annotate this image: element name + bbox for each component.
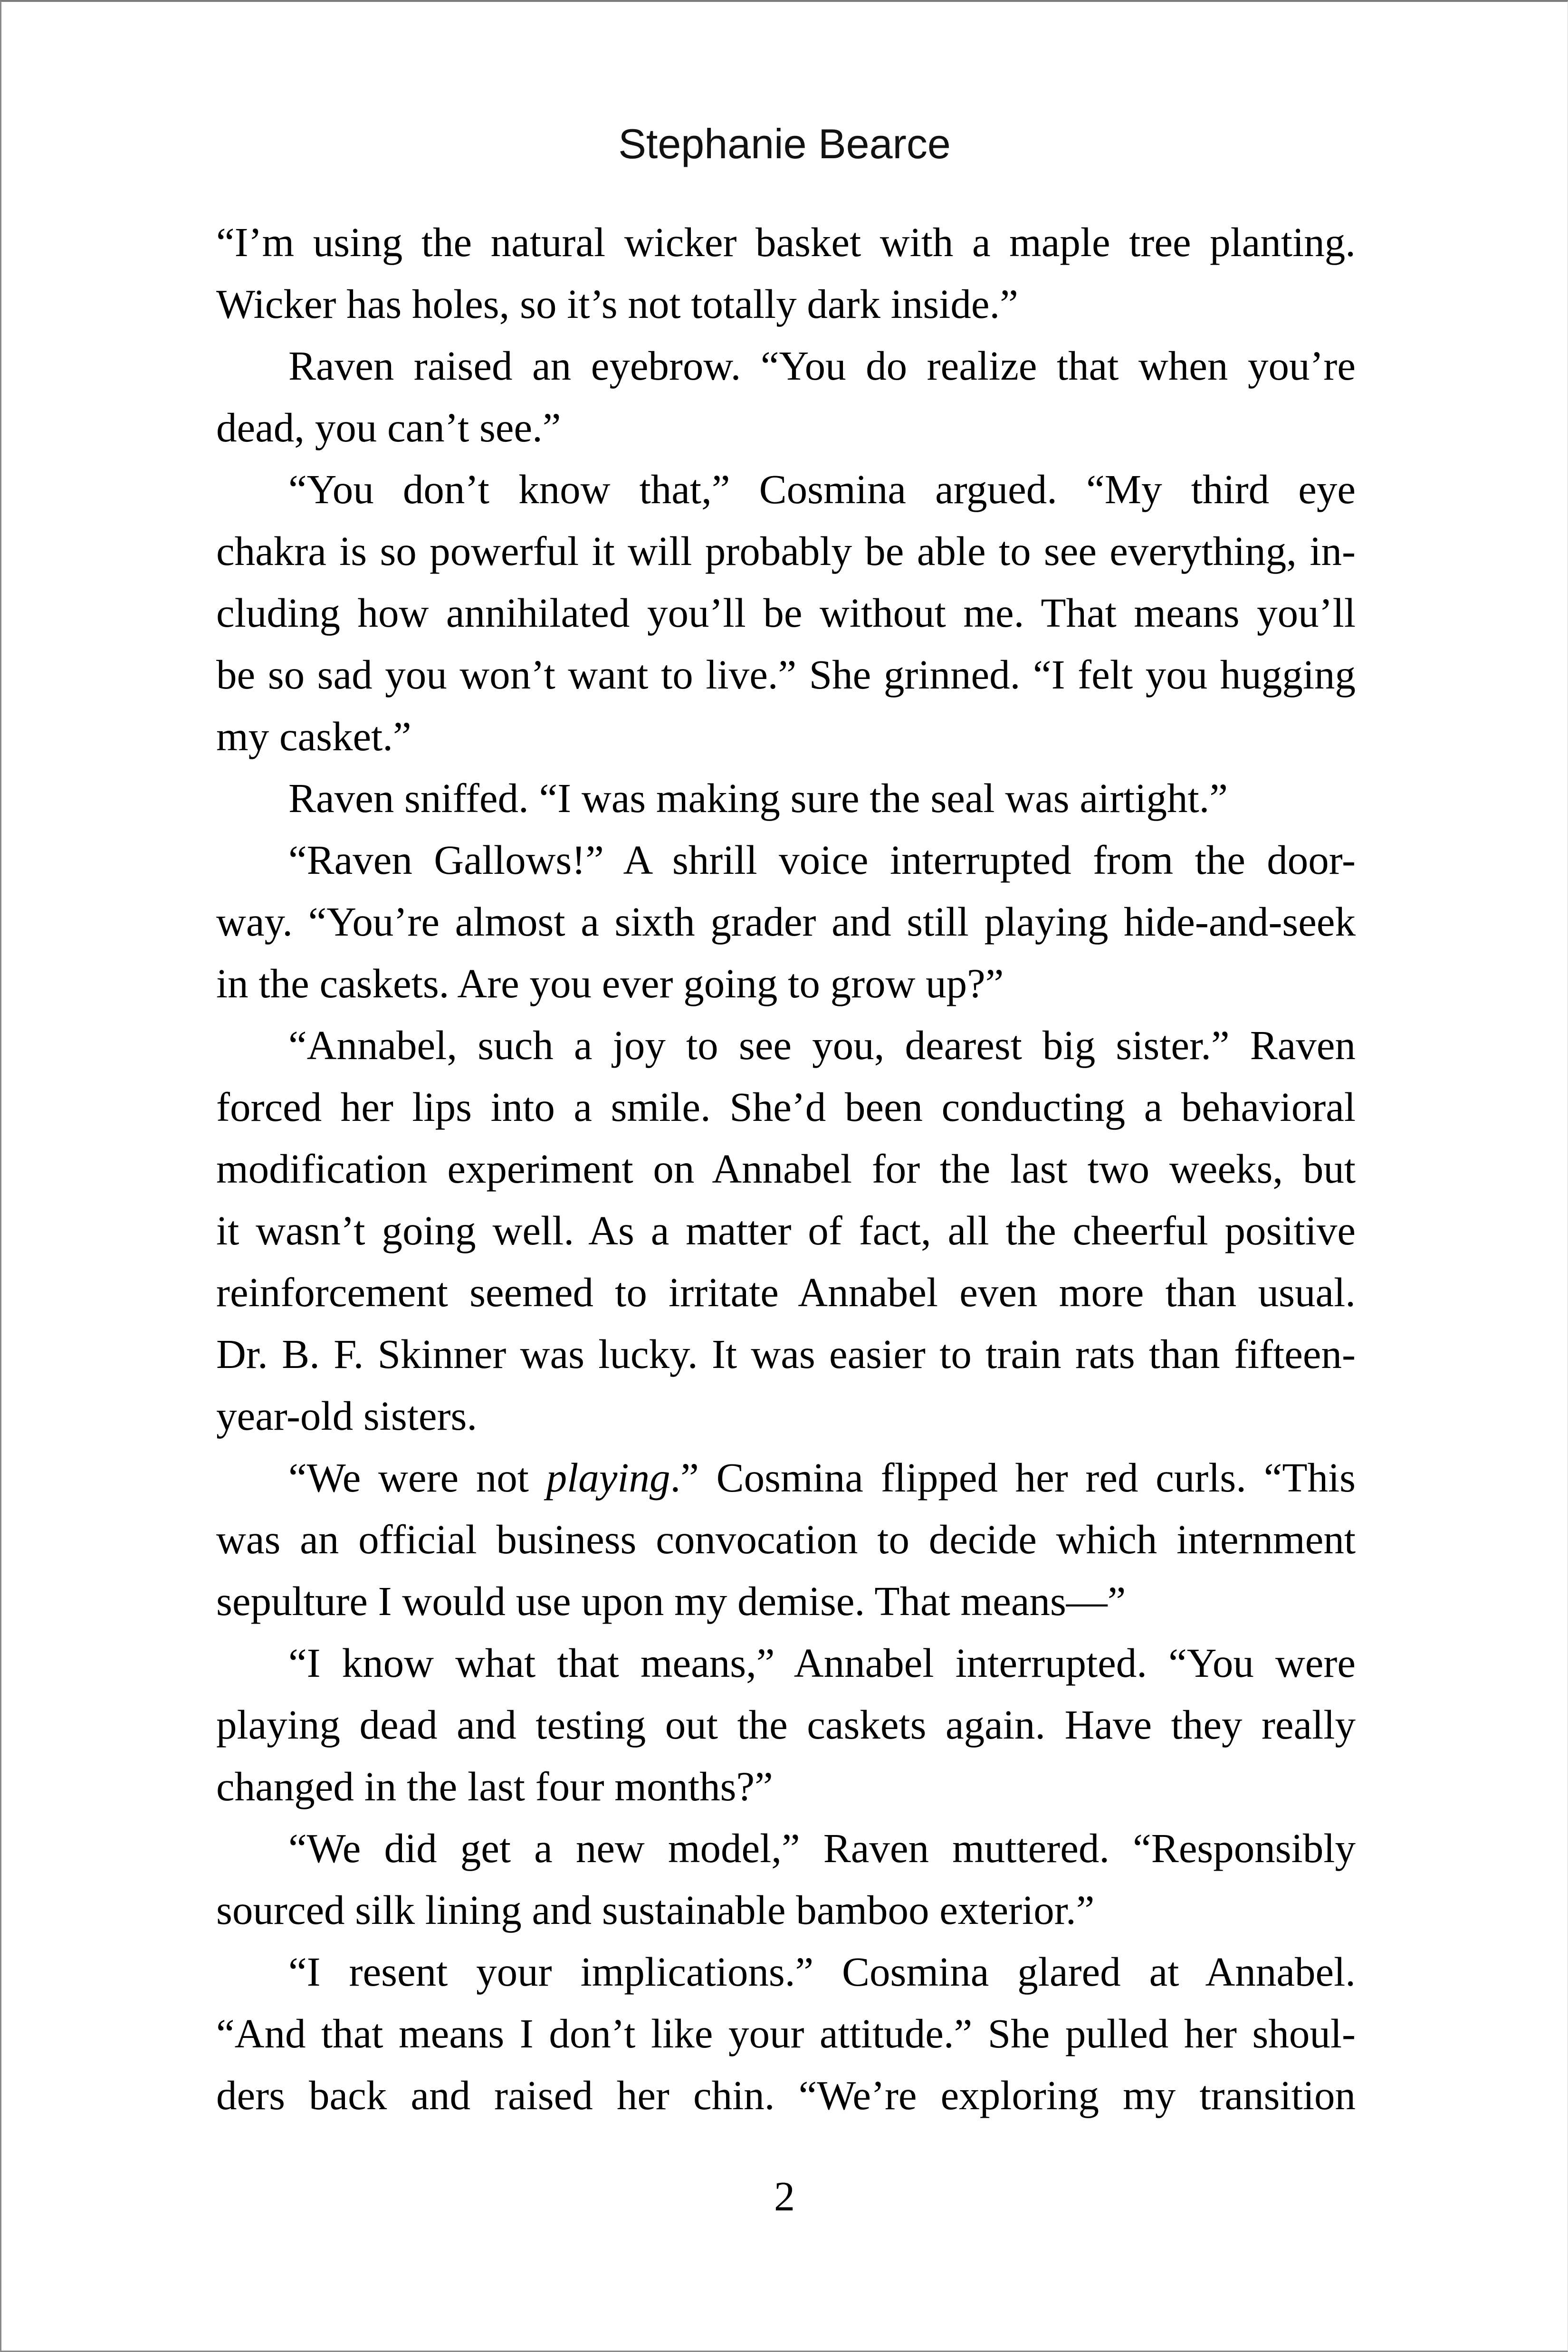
body-line: “I know what that means,” Annabel interrupted. “You were — [288, 1640, 1356, 1686]
body-line: changed in the last four months?” — [216, 1763, 773, 1809]
body-line: sourced silk lining and sustainable bamboo exterior.” — [216, 1887, 1095, 1933]
body-line: Wicker has holes, so it’s not totally dark inside.” — [216, 281, 1018, 327]
body-line-segment: “We were not — [288, 1454, 546, 1501]
body-line: year-old sisters. — [216, 1393, 478, 1439]
body-line: “You don’t know that,” Cosmina argued. “My third eye — [288, 466, 1356, 512]
page-number: 2 — [774, 2174, 795, 2220]
body-line: ders back and raised her chin. “We’re exploring my transition — [216, 2072, 1356, 2118]
body-line-segment: .” Cosmina flipped her red curls. “This — [670, 1454, 1356, 1501]
body-text — [216, 211, 1356, 2126]
body-line: Raven sniffed. “I was making sure the seal was airtight.” — [288, 775, 1228, 821]
italic-word: playing — [546, 1454, 670, 1501]
body-line: chakra is so powerful it will probably be able to see everything, in- — [216, 528, 1356, 574]
body-line: be so sad you won’t want to live.” She grinned. “I felt you hugging — [216, 651, 1356, 698]
body-line: playing dead and testing out the caskets again. Have they really — [216, 1702, 1356, 1748]
body-line: “I’m using the natural wicker basket with a maple tree planting. — [216, 219, 1356, 265]
body-line: Dr. B. F. Skinner was lucky. It was easier to train rats than fifteen- — [216, 1331, 1356, 1377]
body-line: sepulture I would use upon my demise. That means—” — [216, 1578, 1126, 1624]
body-line: “Raven Gallows!” A shrill voice interrupted from the door- — [288, 837, 1356, 883]
body-line: “We did get a new model,” Raven muttered. “Responsibly — [288, 1825, 1356, 1871]
body-line: cluding how annihilated you’ll be without me. That means you’ll — [216, 590, 1356, 636]
body-line: Raven raised an eyebrow. “You do realize that when you’re — [288, 343, 1356, 389]
body-line: was an official business convocation to decide which internment — [216, 1516, 1356, 1562]
body-line: reinforcement seemed to irritate Annabel even more than usual. — [216, 1269, 1356, 1315]
body-line: forced her lips into a smile. She’d been conducting a behavioral — [216, 1084, 1356, 1130]
body-line — [216, 1447, 1356, 1509]
body-line: dead, you can’t see.” — [216, 404, 561, 450]
body-line: “I resent your implications.” Cosmina glared at Annabel. — [288, 1949, 1356, 1995]
body-line: in the caskets. Are you ever going to grow up?” — [216, 960, 1004, 1006]
body-line: modification experiment on Annabel for the last two weeks, but — [216, 1146, 1356, 1192]
body-line: “Annabel, such a joy to see you, dearest big sister.” Raven — [288, 1022, 1356, 1068]
running-head: Stephanie Bearce — [618, 120, 951, 167]
body-line: “And that means I don’t like your attitude.” She pulled her shoul- — [216, 2010, 1356, 2056]
body-line: my casket.” — [216, 713, 411, 759]
body-line: way. “You’re almost a sixth grader and still playing hide-and-seek — [216, 899, 1356, 945]
body-line: it wasn’t going well. As a matter of fact, all the cheerful positive — [216, 1207, 1356, 1253]
